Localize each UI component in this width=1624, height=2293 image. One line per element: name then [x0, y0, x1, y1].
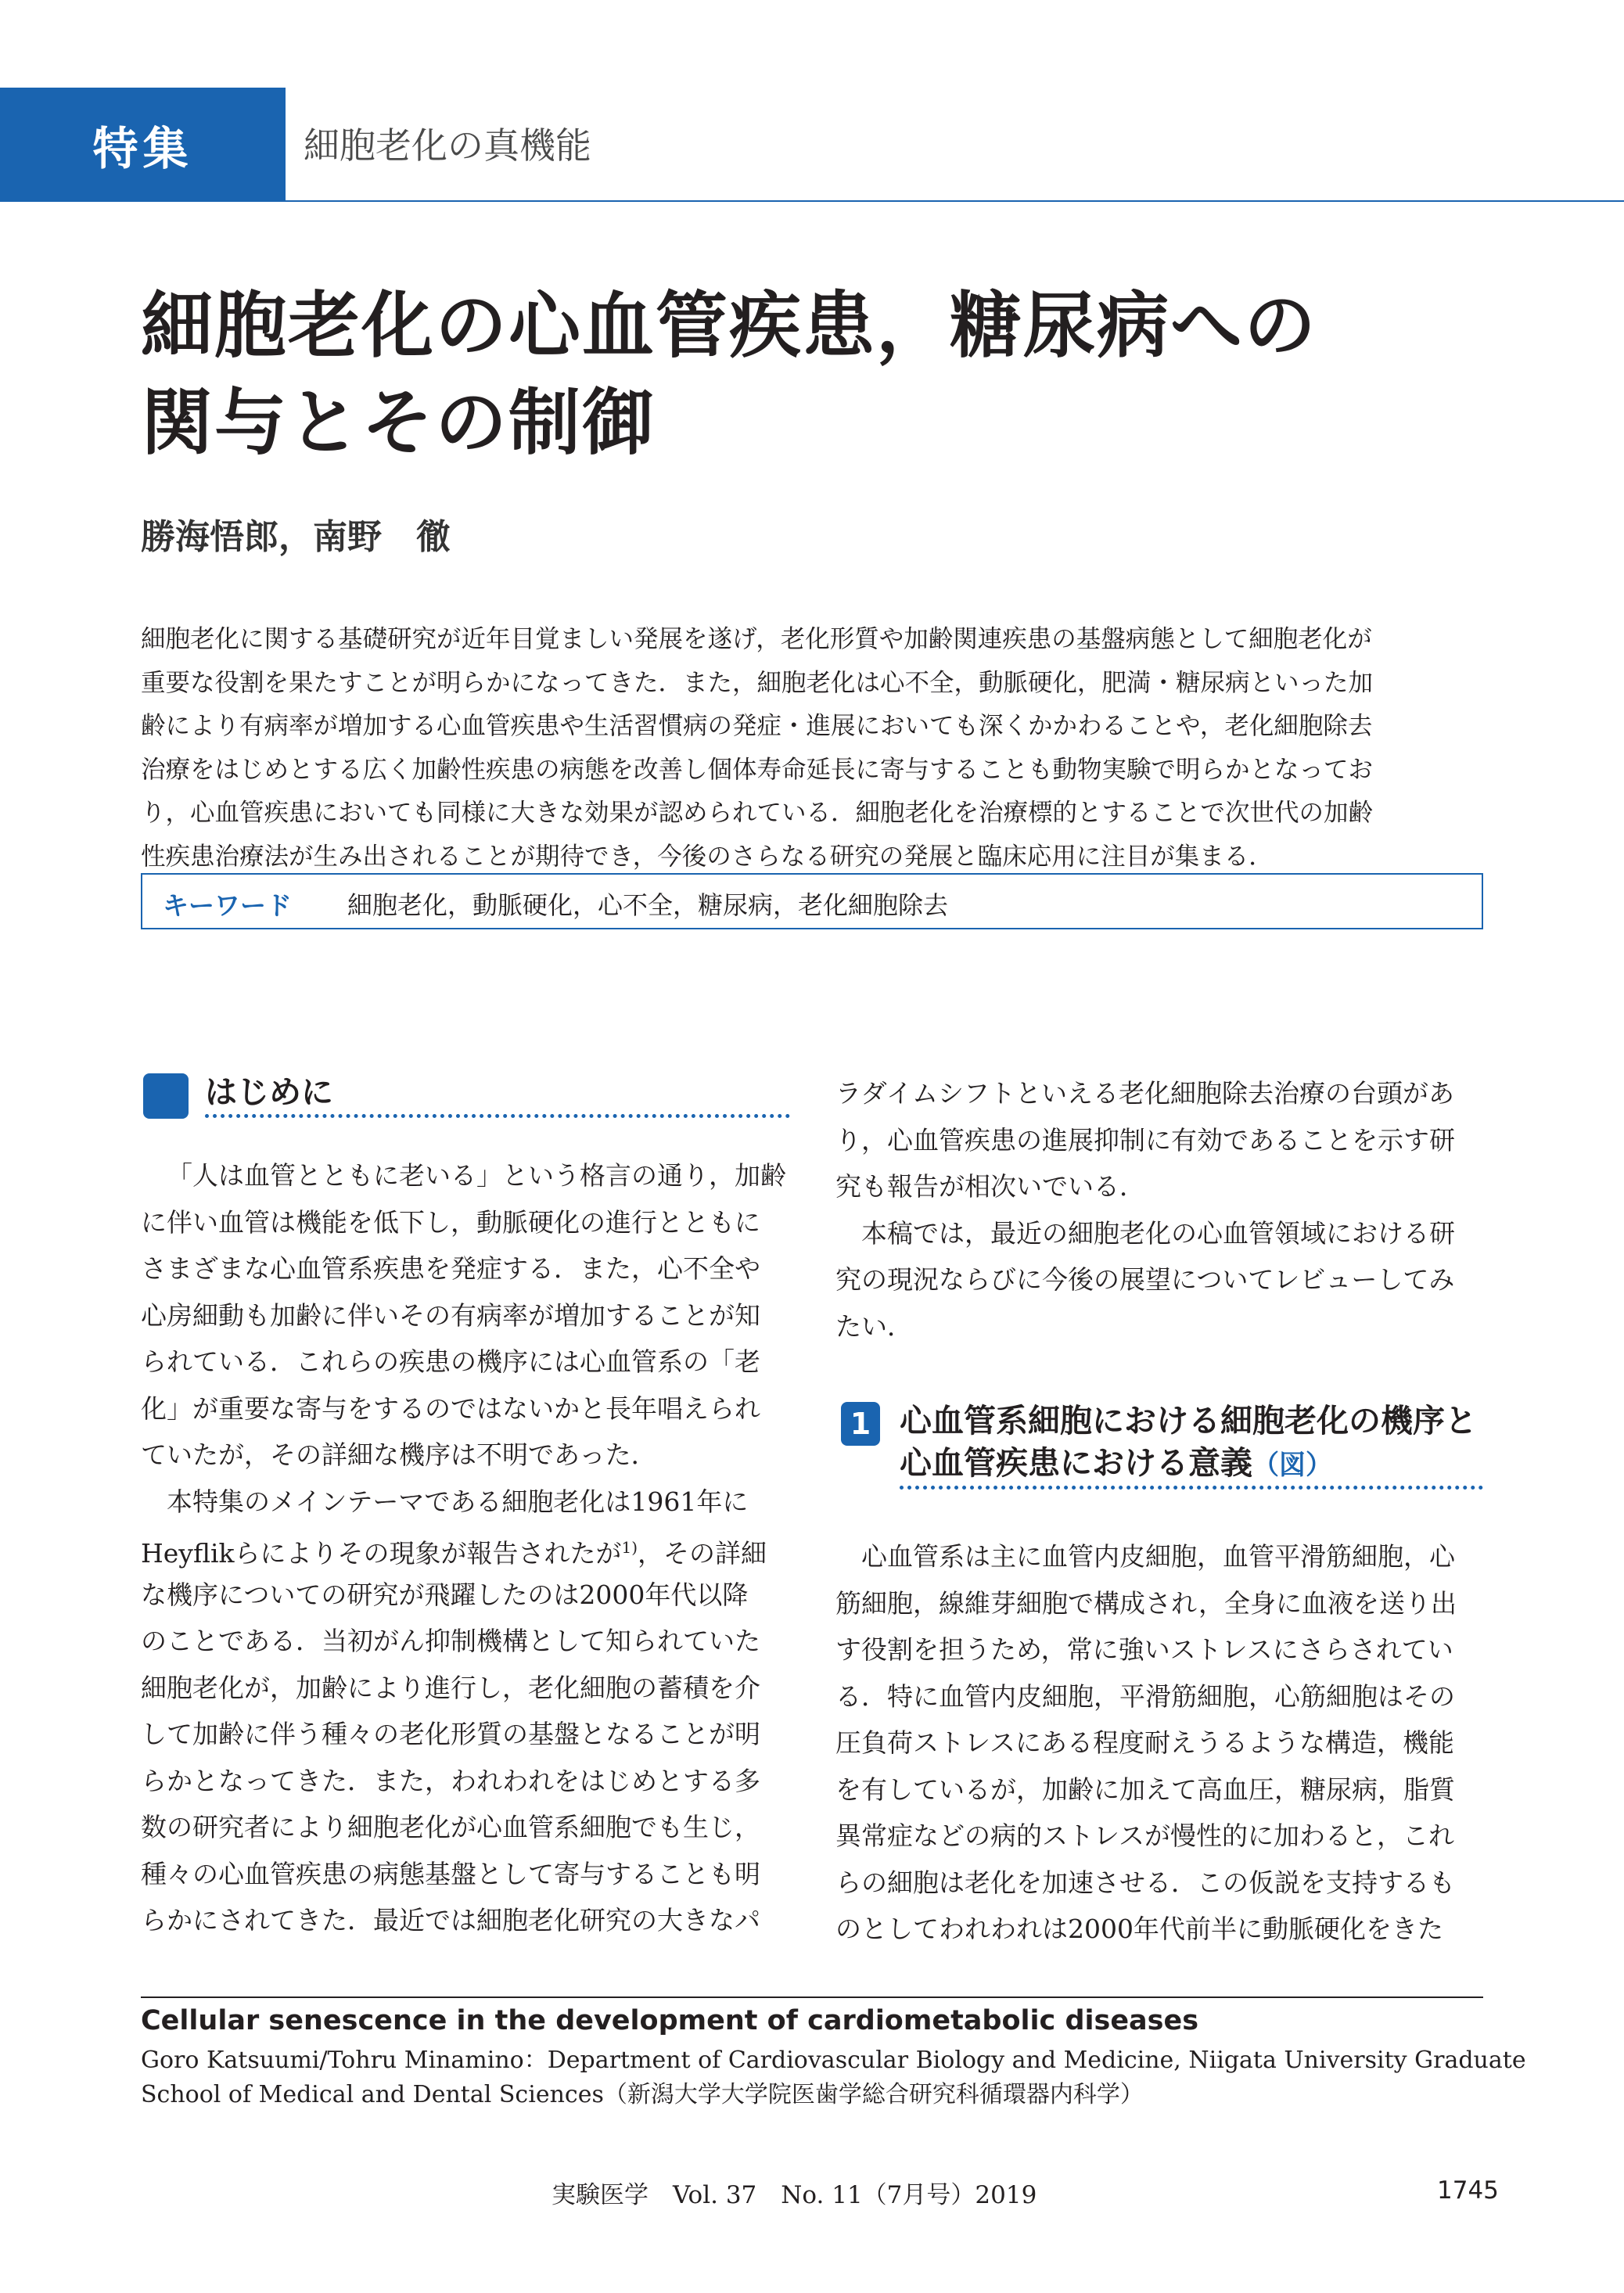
feature-series-title: 細胞老化の真機能 [304, 124, 591, 167]
body-line: り，心血管疾患の進展抑制に有効であることを示す研 [835, 1124, 1455, 1155]
ref-text-post: ，その詳細 [638, 1538, 767, 1569]
body-line: 心血管系は主に血管内皮細胞，血管平滑筋細胞，心 [861, 1541, 1455, 1572]
body-line: 細胞老化が，加齢により進行し，老化細胞の蓄積を介 [141, 1672, 760, 1703]
body-line: 数の研究者により細胞老化が心血管系細胞でも生じ， [141, 1812, 760, 1842]
section-1-heading-text: 心血管疾患における意義 [900, 1444, 1252, 1482]
abstract-line: 細胞老化に関する基礎研究が近年目覚ましい発展を遂げ，老化形質や加齢関連疾患の基盤病態として細胞老化が [141, 625, 1372, 653]
body-line: な機序についての研究が飛躍したのは2000年代以降 [141, 1579, 749, 1610]
body-line: 究も報告が相次いでいる． [835, 1171, 1145, 1202]
body-line: られている．これらの疾患の機序には心血管系の「老 [141, 1346, 760, 1377]
feature-tag: 特集 [0, 88, 286, 202]
citation-ref: 1) [621, 1538, 638, 1557]
body-line: らかにされてきた．最近では細胞老化研究の大きなパ [141, 1905, 760, 1935]
abstract-line: 齢により有病率が増加する心血管疾患や生活習慣病の発症・進展においても深くかかわることや，老化細胞除去 [141, 712, 1373, 740]
ref-text-pre: Heyflikらによりその現象が報告されたが [141, 1538, 622, 1569]
abstract-line: 治療をはじめとする広く加齢性疾患の病態を改善し個体寿命延長に寄与することも動物実験で明らかとなってお [141, 755, 1374, 784]
body-line: らの細胞は老化を加速させる．この仮説を支持するも [835, 1867, 1455, 1898]
body-line: 種々の心血管疾患の病態基盤として寄与することも明 [141, 1858, 760, 1889]
body-line: らかとなってきた．また，われわれをはじめとする多 [141, 1765, 760, 1796]
body-line: のとしてわれわれは2000年代前半に動脈硬化をきた [835, 1914, 1443, 1944]
body-line: さまざまな心血管系疾患を発症する．また，心不全や [141, 1253, 760, 1284]
authors: 勝海悟郎，南野 徹 [141, 517, 451, 557]
affiliation-line: Goro Katsuumi/Tohru Minamino：Department of Cardiovascular Biology and Medicine, Niigata University Graduate [141, 2047, 1526, 2074]
page-number: 1745 [1437, 2176, 1499, 2205]
body-line: 「人は血管とともに老いる」という格言の通り，加齢 [167, 1160, 786, 1191]
article-title [141, 278, 1549, 472]
abstract [141, 618, 1486, 879]
body-line: 心房細動も加齢に伴いその有病率が増加することが知 [141, 1299, 760, 1331]
body-line: を有しているが，加齢に加えて高血圧，糖尿病，脂質 [835, 1774, 1455, 1805]
body-line: 異常症などの病的ストレスが慢性的に加わると，これ [835, 1820, 1455, 1851]
body-line: に伴い血管は機能を低下し，動脈硬化の進行とともに [141, 1206, 760, 1238]
title-line: 細胞老化の心血管疾患，糖尿病への [141, 284, 1318, 368]
body-line-with-ref [141, 1525, 790, 1572]
figure-reference-link[interactable]: （図） [1252, 1450, 1332, 1481]
keyword-list: 細胞老化，動脈硬化，心不全，糖尿病，老化細胞除去 [347, 890, 949, 920]
section-number-badge: 1 [841, 1402, 880, 1446]
intro-heading-underline [205, 1114, 790, 1118]
keyword-label: キーワード [163, 890, 292, 921]
footer-rule [141, 1996, 1483, 1998]
body-line: す役割を担うため，常に強いストレスにさらされてい [835, 1634, 1453, 1665]
section-1-body [835, 1533, 1485, 1953]
journal-citation: 実験医学 Vol. 37 No. 11（7月号）2019 [552, 2181, 1037, 2209]
body-line: る．特に血管内皮細胞，平滑筋細胞，心筋細胞はその [835, 1680, 1455, 1712]
section-1-heading-line1: 心血管系細胞における細胞老化の機序と [900, 1402, 1477, 1439]
body-line: 究の現況ならびに今後の展望についてレビューしてみ [835, 1264, 1455, 1295]
abstract-line: 重要な役割を果たすことが明らかになってきた．また，細胞老化は心不全，動脈硬化，肥満・糖尿病といった加 [141, 668, 1374, 697]
body-line: のことである．当初がん抑制機構として知られていた [141, 1626, 760, 1656]
intro-body-left [141, 1152, 790, 1944]
section-1-heading-line2 [900, 1441, 1332, 1487]
header-rule [286, 200, 1624, 202]
intro-body-right [835, 1070, 1485, 1350]
abstract-line: 性疾患治療法が生み出されることが期待でき，今後のさらなる研究の発展と臨床応用に注目が集まる． [141, 842, 1274, 871]
body-line: 圧負荷ストレスにある程度耐えうるような構造，機能 [835, 1727, 1455, 1758]
affiliation-line: School of Medical and Dental Sciences（新潟大学大学院医歯学総合研究科循環器内科学） [141, 2081, 1144, 2108]
body-line: たい． [835, 1310, 913, 1342]
body-line: ラダイムシフトといえる老化細胞除去治療の台頭があ [835, 1078, 1455, 1109]
english-title: Cellular senescence in the development of cardiometabolic diseases [141, 2005, 1199, 2036]
body-line: して加齢に伴う種々の老化形質の基盤となることが明 [141, 1719, 760, 1749]
body-line: 本特集のメインテーマである細胞老化は1961年に [167, 1486, 749, 1517]
section-marker-square [143, 1073, 189, 1119]
intro-heading: はじめに [205, 1073, 333, 1111]
body-line: 筋細胞，線維芽細胞で構成され，全身に血液を送り出 [835, 1587, 1457, 1619]
body-line: ていたが，その詳細な機序は不明であった． [141, 1439, 657, 1470]
title-line: 関与とその制御 [141, 381, 656, 465]
body-line: 本稿では，最近の細胞老化の心血管領域における研 [861, 1217, 1455, 1249]
abstract-line: り，心血管疾患においても同様に大きな効果が認められている．細胞老化を治療標的とすることで次世代の加齢 [141, 799, 1374, 827]
author-affiliation [141, 2043, 1526, 2112]
body-line: 化」が重要な寄与をするのではないかと長年唱えられ [141, 1393, 760, 1424]
section-1-heading-underline [900, 1486, 1483, 1490]
keyword-box [141, 873, 1483, 929]
